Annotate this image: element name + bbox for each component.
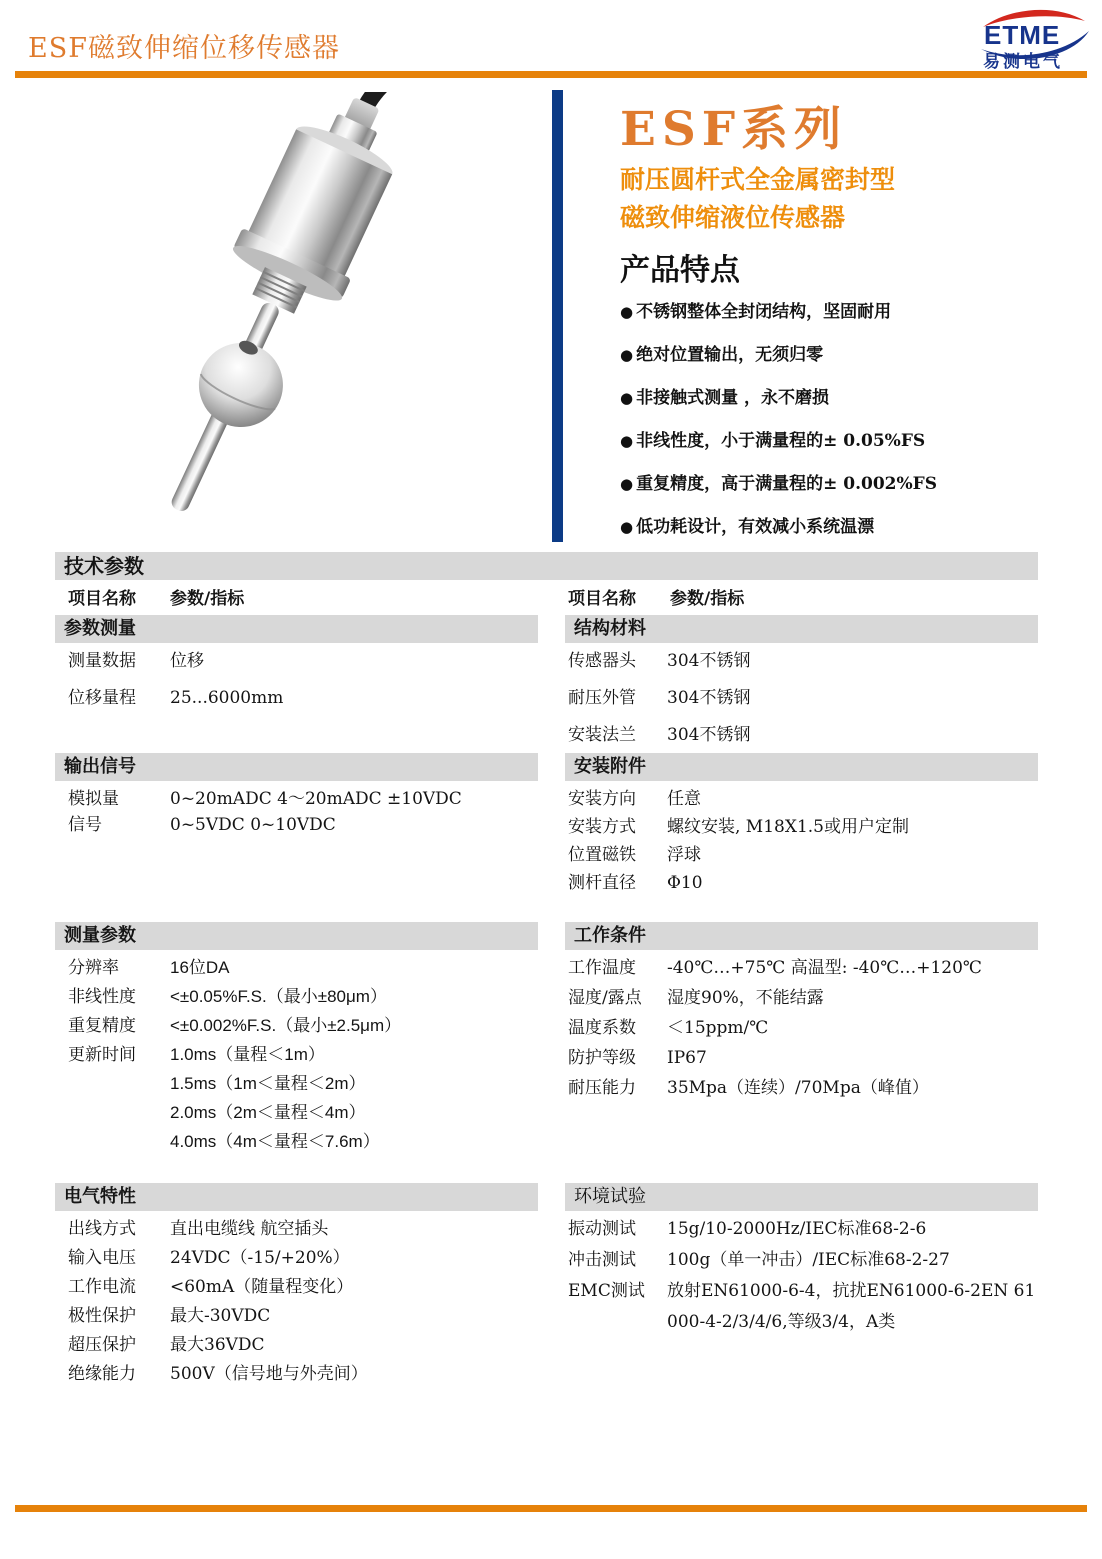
spec-label: 位移量程	[68, 688, 136, 708]
spec-value: 1.0ms（量程＜1m）	[170, 1045, 325, 1064]
spec-row	[565, 1218, 1038, 1249]
spec-row	[565, 1017, 1038, 1047]
feature-text: 不锈钢整体全封闭结构，坚固耐用	[636, 302, 892, 322]
page-title: ESF磁致伸缩位移传感器	[28, 33, 340, 64]
spec-label: 超压保护	[68, 1335, 136, 1355]
spec-value: 304不锈钢	[667, 651, 751, 671]
spec-label	[55, 1102, 170, 1131]
spec-value: 螺纹安装, M18X1.5或用户定制	[667, 817, 909, 837]
spec-row	[55, 814, 538, 840]
spec-label: 更新时间	[68, 1045, 136, 1065]
spec-label: 湿度/露点	[568, 988, 642, 1008]
spec-label: 传感器头	[568, 651, 636, 671]
spec-label: 耐压外管	[568, 688, 636, 708]
spec-row	[55, 1334, 538, 1363]
spec-value: 500V（信号地与外壳间）	[170, 1364, 368, 1384]
group-header: 电气特性	[55, 1183, 538, 1211]
spec-row	[55, 1044, 538, 1073]
group-header: 参数测量	[55, 615, 538, 643]
spec-value: 位移	[170, 651, 204, 671]
blue-accent-bar	[552, 90, 563, 542]
spec-group	[55, 753, 538, 840]
spec-row	[55, 1247, 538, 1276]
spec-row	[565, 1249, 1038, 1280]
bullet-icon: ●	[620, 346, 634, 364]
bullet-icon: ●	[620, 389, 634, 407]
feature-item	[620, 301, 1090, 344]
feature-text: 非线性度，小于满量程的± 0.05%FS	[636, 431, 926, 451]
spec-row	[565, 650, 1038, 687]
spec-label: 安装方向	[568, 789, 636, 809]
spec-row	[565, 1047, 1038, 1077]
spec-label: EMC测试	[568, 1281, 645, 1301]
spec-group	[565, 753, 1038, 900]
feature-item	[620, 473, 1090, 516]
col-header-value-right: 参数/指标	[670, 589, 745, 609]
spec-label: 安装方式	[568, 817, 636, 837]
feature-text: 低功耗设计，有效减小系统温漂	[636, 517, 875, 537]
series-subtitle-line1: 耐压圆杆式全金属密封型	[620, 165, 896, 194]
spec-row	[55, 986, 538, 1015]
spec-row	[565, 788, 1038, 816]
spec-rows	[565, 650, 1038, 761]
footer-divider	[15, 1505, 1087, 1512]
feature-item	[620, 387, 1090, 430]
spec-value: 浮球	[667, 845, 701, 865]
spec-value: 任意	[667, 789, 701, 809]
feature-text: 绝对位置输出，无须归零	[636, 345, 824, 365]
spec-label: 温度系数	[568, 1018, 636, 1038]
spec-row	[55, 957, 538, 986]
series-subtitle-line2: 磁致伸缩液位传感器	[620, 203, 846, 232]
group-header: 测量参数	[55, 922, 538, 950]
group-header: 输出信号	[55, 753, 538, 781]
spec-value: Φ10	[667, 873, 703, 893]
spec-value: 放射EN61000-6-4，抗扰EN61000-6-2EN 61	[667, 1281, 1036, 1301]
spec-group	[565, 1183, 1038, 1342]
group-header: 工作条件	[565, 922, 1038, 950]
spec-label: 振动测试	[568, 1219, 636, 1239]
bullet-icon: ●	[620, 303, 634, 321]
spec-label: 出线方式	[68, 1219, 136, 1239]
group-header: 结构材料	[565, 615, 1038, 643]
spec-group	[55, 615, 538, 724]
col-header-item-right: 项目名称	[568, 589, 636, 609]
spec-row	[55, 1218, 538, 1247]
spec-row	[55, 1276, 538, 1305]
spec-group	[55, 922, 538, 1160]
spec-group	[565, 615, 1038, 761]
spec-label: 信号	[68, 815, 102, 835]
header-divider	[15, 71, 1087, 78]
spec-rows	[55, 788, 538, 840]
spec-row	[55, 1363, 538, 1392]
spec-row	[55, 1102, 538, 1131]
spec-row	[565, 1280, 1038, 1311]
spec-row	[55, 1305, 538, 1334]
spec-value: 35Mpa（连续）/70Mpa（峰值）	[667, 1078, 929, 1098]
etme-logo	[975, 6, 1095, 70]
spec-label: 耐压能力	[568, 1078, 636, 1098]
spec-value: <60mA（随量程变化）	[170, 1277, 354, 1297]
spec-value: 最大-30VDC	[170, 1306, 271, 1326]
spec-row	[55, 788, 538, 814]
spec-value: 湿度90%，不能结露	[667, 988, 824, 1008]
logo-brand-text: ETME	[984, 20, 1061, 50]
spec-row	[55, 1131, 538, 1160]
logo-company-text: 易测电气	[983, 52, 1063, 70]
spec-row	[55, 687, 538, 724]
spec-row	[565, 987, 1038, 1017]
spec-rows	[55, 1218, 538, 1392]
spec-label: 极性保护	[68, 1306, 136, 1326]
group-header: 环境试验	[565, 1183, 1038, 1211]
spec-value: 4.0ms（4m＜量程＜7.6m）	[170, 1132, 380, 1151]
spec-rows	[565, 1218, 1038, 1342]
spec-value: ＜15ppm/℃	[667, 1018, 769, 1038]
spec-label: 测量数据	[68, 651, 136, 671]
spec-label: 测杆直径	[568, 873, 636, 893]
spec-value: 0~20mADC 4～20mADC ±10VDC	[170, 789, 462, 809]
spec-value: 304不锈钢	[667, 688, 751, 708]
feature-text: 重复精度，高于满量程的± 0.002%FS	[636, 474, 937, 494]
bullet-icon: ●	[620, 475, 634, 493]
spec-label: 安装法兰	[568, 725, 636, 745]
spec-value: 000-4-2/3/4/6,等级3/4，A类	[667, 1312, 896, 1332]
series-title: ESF系列	[620, 102, 848, 157]
specs-section-header: 技术参数	[55, 552, 1038, 580]
spec-row	[565, 1311, 1038, 1342]
spec-label	[565, 1311, 667, 1342]
spec-value: 2.0ms（2m＜量程＜4m）	[170, 1103, 366, 1122]
spec-row	[565, 872, 1038, 900]
spec-row	[565, 1077, 1038, 1107]
bullet-icon: ●	[620, 432, 634, 450]
spec-label: 模拟量	[68, 789, 119, 809]
spec-label: 分辨率	[68, 958, 119, 978]
spec-label	[55, 1131, 170, 1160]
spec-value: 15g/10-2000Hz/IEC标准68-2-6	[667, 1219, 927, 1239]
bullet-icon: ●	[620, 518, 634, 536]
feature-item	[620, 344, 1090, 387]
spec-rows	[55, 957, 538, 1160]
spec-label: 工作温度	[568, 958, 636, 978]
spec-label: 输入电压	[68, 1248, 136, 1268]
col-header-item-left: 项目名称	[68, 589, 136, 609]
spec-row	[565, 844, 1038, 872]
spec-rows	[565, 788, 1038, 900]
spec-label: 位置磁铁	[568, 845, 636, 865]
spec-value: 25...6000mm	[170, 688, 284, 708]
spec-row	[55, 1015, 538, 1044]
spec-row	[565, 687, 1038, 724]
feature-text: 非接触式测量 ，永不磨损	[636, 388, 830, 408]
spec-value: <±0.002%F.S.（最小±2.5μm）	[170, 1016, 402, 1035]
spec-value: 直出电缆线 航空插头	[170, 1219, 329, 1239]
spec-group	[565, 922, 1038, 1107]
product-photo	[35, 92, 540, 542]
spec-value: 0~5VDC 0~10VDC	[170, 815, 336, 835]
spec-value: <±0.05%F.S.（最小±80μm）	[170, 987, 387, 1006]
spec-value: 24VDC（-15/+20%）	[170, 1248, 350, 1268]
series-subtitle	[620, 161, 895, 237]
spec-row	[55, 650, 538, 687]
spec-value: 16位DA	[170, 958, 230, 977]
spec-label: 重复精度	[68, 1016, 136, 1036]
spec-value: 1.5ms（1m＜量程＜2m）	[170, 1074, 366, 1093]
spec-label: 冲击测试	[568, 1250, 636, 1270]
feature-list	[620, 301, 1090, 559]
spec-label: 防护等级	[568, 1048, 636, 1068]
spec-value: IP67	[667, 1048, 707, 1068]
spec-label: 非线性度	[68, 987, 136, 1007]
spec-row	[55, 1073, 538, 1102]
spec-row	[565, 816, 1038, 844]
spec-group	[55, 1183, 538, 1392]
col-header-value-left: 参数/指标	[170, 589, 245, 609]
spec-row	[565, 957, 1038, 987]
spec-value: 最大36VDC	[170, 1335, 265, 1355]
spec-rows	[55, 650, 538, 724]
feature-item	[620, 430, 1090, 473]
spec-value: 304不锈钢	[667, 725, 751, 745]
spec-label: 工作电流	[68, 1277, 136, 1297]
spec-label: 绝缘能力	[68, 1364, 136, 1384]
spec-rows	[565, 957, 1038, 1107]
spec-value: 100g（单一冲击）/IEC标准68-2-27	[667, 1250, 950, 1270]
spec-value: -40℃…+75℃ 高温型: -40℃…+120℃	[667, 958, 982, 978]
features-title: 产品特点	[620, 253, 740, 288]
group-header: 安装附件	[565, 753, 1038, 781]
spec-label	[55, 1073, 170, 1102]
